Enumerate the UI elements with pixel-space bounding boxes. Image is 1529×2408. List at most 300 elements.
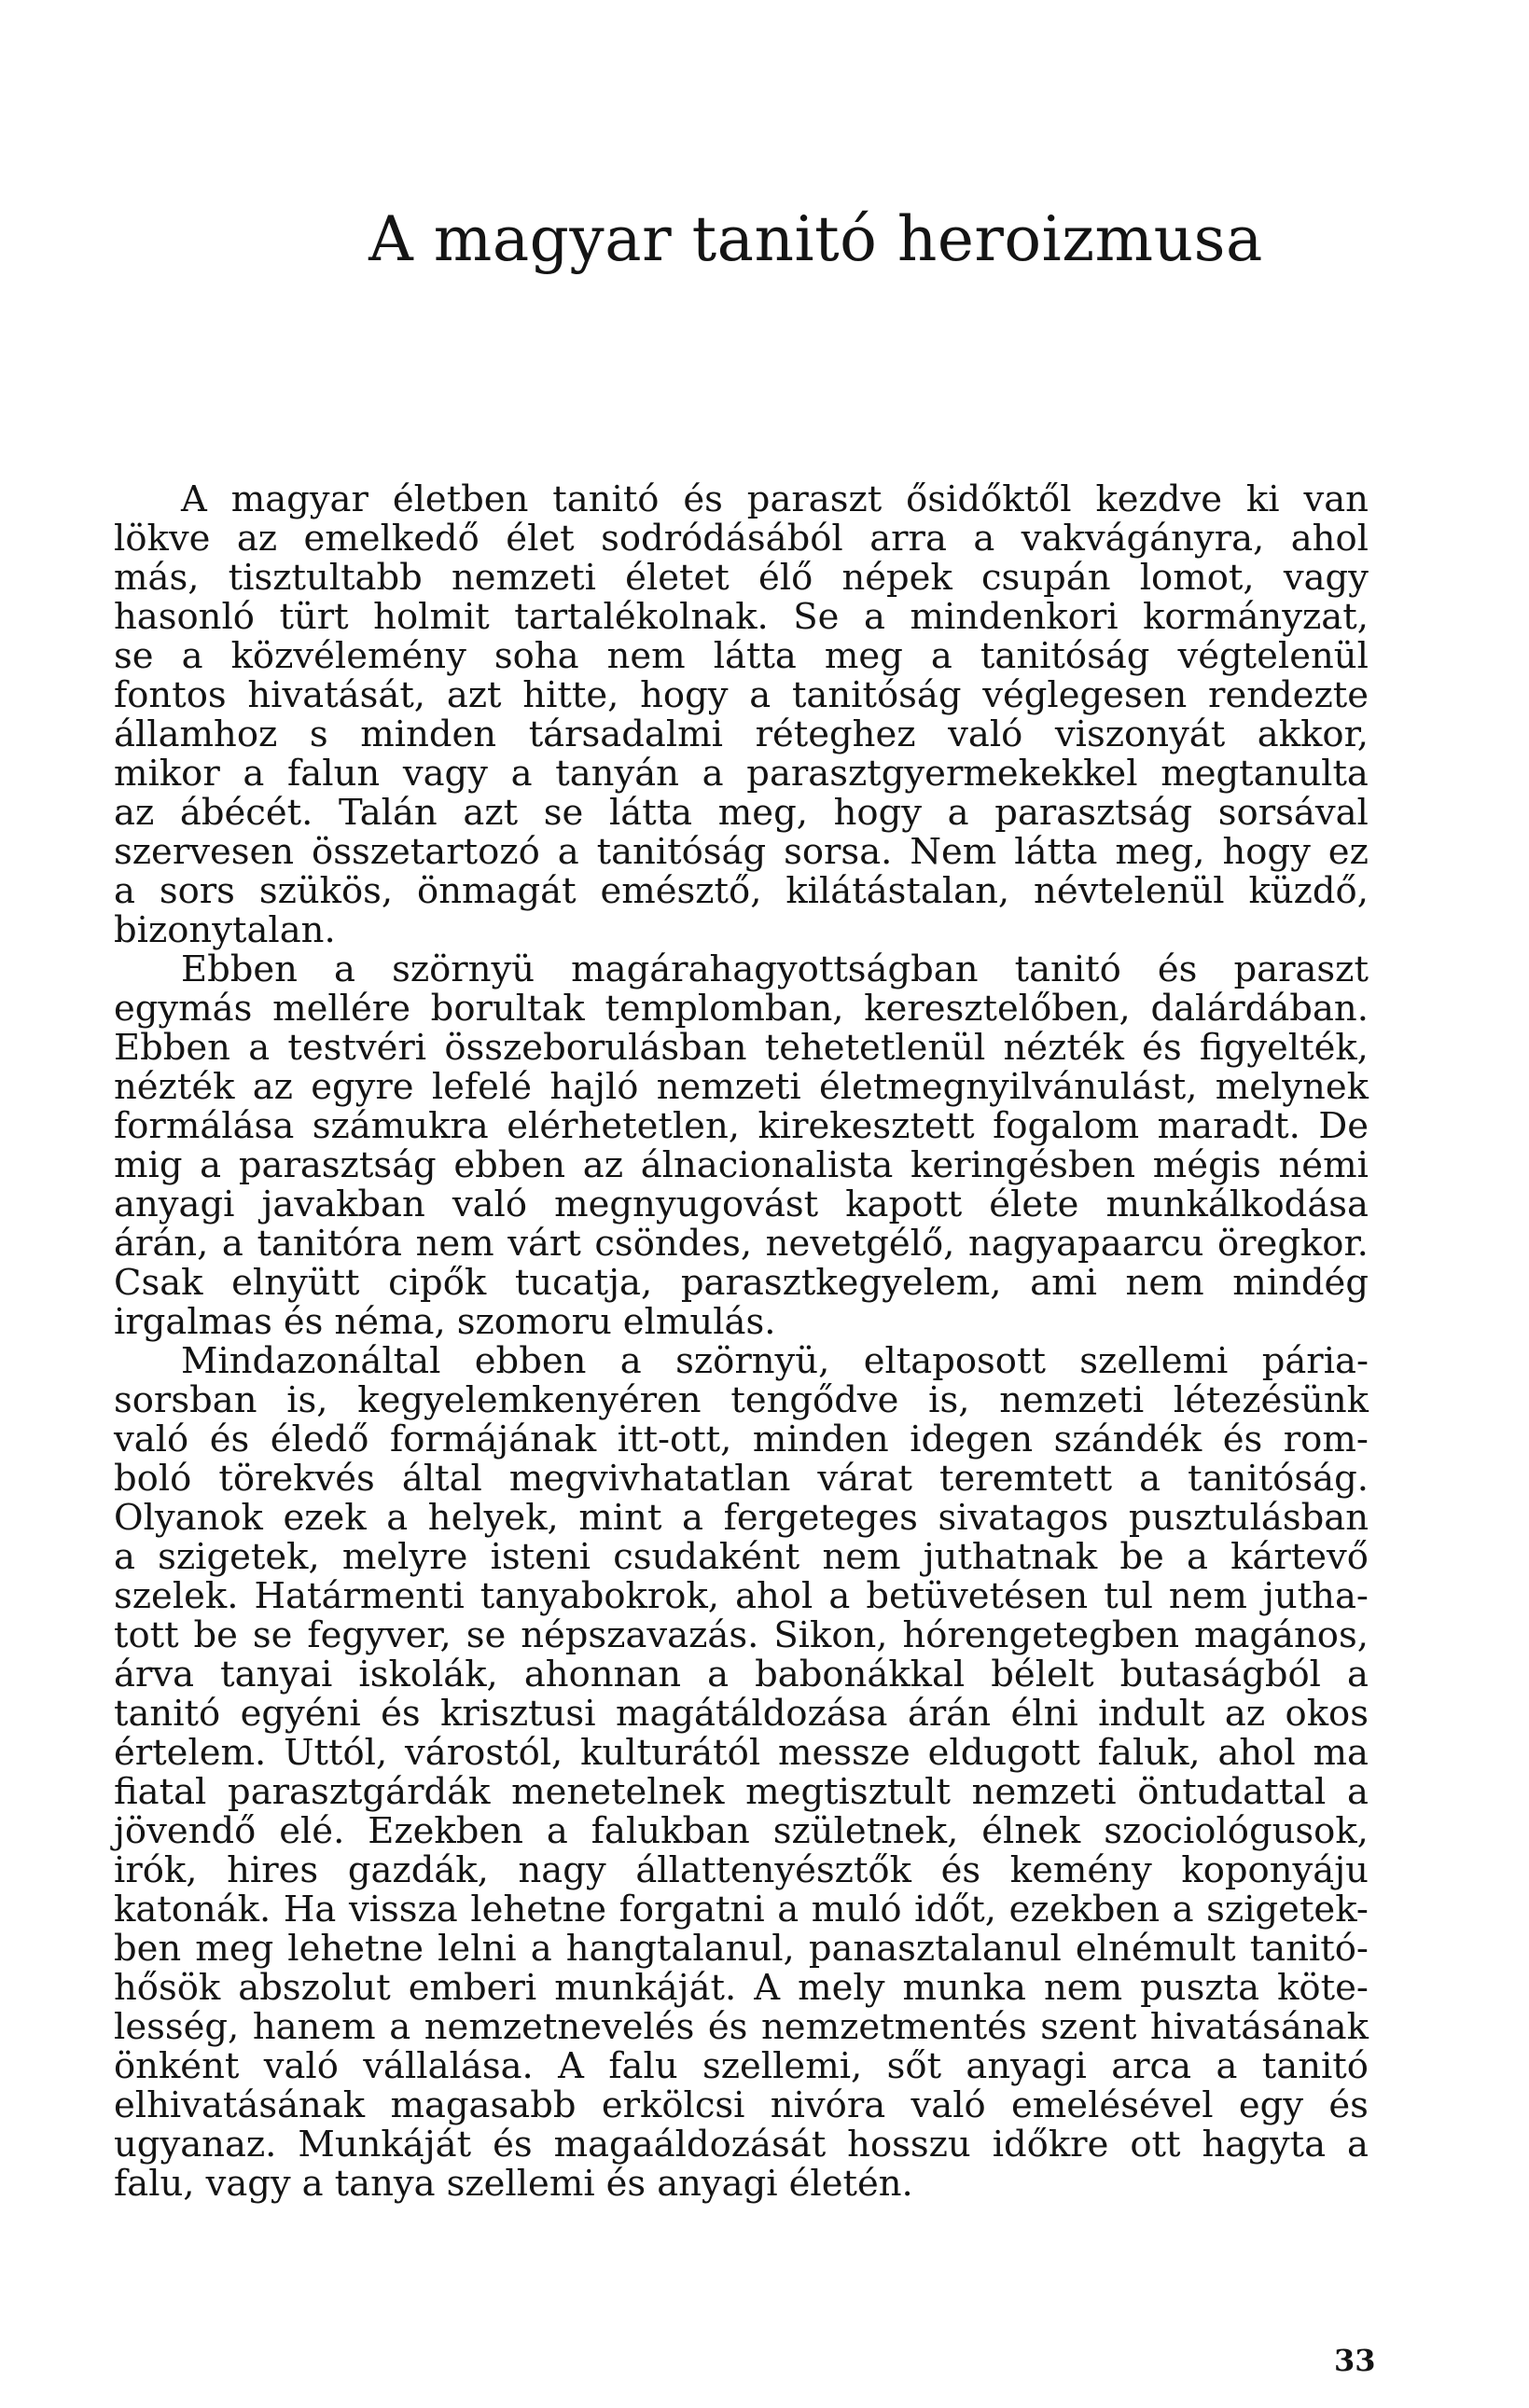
word: betüvetésen [866, 1575, 1089, 1617]
word: mindenkori [910, 596, 1119, 638]
word: a [1347, 1771, 1369, 1813]
word: egymás [114, 988, 253, 1030]
text-line [114, 1225, 1369, 1264]
word: népek [841, 557, 952, 599]
word: falu [608, 2045, 678, 2087]
text-line [114, 1616, 1369, 1655]
word: magátáldozása [615, 1693, 888, 1735]
word: Csak [114, 1262, 203, 1304]
word: és [1222, 1419, 1263, 1460]
word: falu, [114, 2163, 195, 2205]
word: a [828, 1575, 851, 1617]
word: nem [1043, 1967, 1123, 2009]
word: a [863, 596, 885, 638]
word: látta [1014, 831, 1098, 873]
word: tanyabokrok, [480, 1575, 720, 1617]
word: árán, [114, 1223, 209, 1265]
word: munkáját. [554, 1967, 737, 2009]
word: vagy [1283, 557, 1369, 599]
word: butaságból [1119, 1654, 1321, 1695]
word: tanitóság [980, 635, 1150, 677]
word: és [209, 1419, 250, 1460]
word: hogy [833, 792, 923, 834]
word: szörnyü, [675, 1340, 830, 1382]
word: hitte, [522, 674, 619, 716]
word: egyre [311, 1066, 414, 1108]
word: se [114, 635, 154, 677]
text-line [114, 1930, 1369, 1969]
text-line [114, 1264, 1369, 1303]
word: arca [1111, 2045, 1192, 2087]
word: elmulás. [622, 1301, 776, 1343]
word: éledő [270, 1419, 369, 1460]
text-line [114, 2047, 1369, 2086]
word: néma, [334, 1301, 446, 1343]
text-line [114, 715, 1369, 754]
text-line [114, 1420, 1369, 1460]
word: az [582, 1144, 623, 1186]
word: parasztgárdák [228, 1771, 491, 1813]
word: a [682, 1497, 703, 1539]
word: tanitóság [791, 674, 962, 716]
text-line [114, 519, 1369, 559]
word: kulturától [580, 1732, 761, 1774]
word: a [386, 1497, 409, 1539]
word: és [381, 1693, 421, 1735]
word: irgalmas [114, 1301, 272, 1343]
word: önként [114, 2045, 240, 2087]
word: nem [1168, 1575, 1247, 1617]
word: névtelenül [1034, 870, 1225, 912]
word: tanyán [555, 753, 679, 795]
word: magános, [1193, 1614, 1369, 1656]
text-line [114, 1029, 1369, 1068]
word: nemzetmentés [760, 2006, 1027, 2048]
word: munkálkodása [1105, 1183, 1369, 1225]
word: emelkedő [303, 518, 480, 560]
word: összetartozó [312, 831, 540, 873]
word: cipők [388, 1262, 487, 1304]
text-line [114, 950, 1369, 989]
word: árva [114, 1654, 195, 1695]
word: álnacionalista [640, 1144, 894, 1186]
word: a [619, 1340, 642, 1382]
word: rendezte [1208, 674, 1369, 716]
word: várt [507, 1223, 581, 1265]
word: kilátástalan, [785, 870, 1010, 912]
word: dalárdában. [1150, 988, 1369, 1030]
word: borultak [430, 988, 585, 1030]
text-line [114, 1381, 1369, 1420]
word: Határmenti [254, 1575, 465, 1617]
word: lesség, [114, 2006, 240, 2048]
word: megtisztult [745, 1771, 951, 1813]
word: ezek [283, 1497, 367, 1539]
word: lelni [438, 1928, 517, 1970]
word: a [973, 518, 995, 560]
word: jövendő [114, 1810, 257, 1852]
word: csudaként [613, 1536, 800, 1578]
word: kapott [845, 1183, 963, 1225]
word: meg [824, 635, 903, 677]
word: mikor [114, 753, 220, 795]
word: által [401, 1458, 482, 1500]
word: való [948, 713, 1023, 755]
word: Ebben [114, 1027, 230, 1069]
word: azt [446, 674, 502, 716]
word: magasabb [390, 2084, 577, 2126]
word: Munkáját [298, 2124, 472, 2166]
word: a [248, 1027, 271, 1069]
word: mint [578, 1497, 662, 1539]
text-line [114, 559, 1369, 598]
word: ki [1245, 478, 1280, 520]
word: mely [798, 1967, 885, 2009]
word: hagyta [1202, 2124, 1327, 2166]
word: tanitó [552, 478, 660, 520]
word: nem [606, 635, 686, 677]
word: tanitó [114, 1693, 221, 1735]
word: a [181, 635, 203, 677]
word: keresztelőben, [864, 988, 1131, 1030]
text-line [114, 1812, 1369, 1851]
word: babonákkal [755, 1654, 966, 1695]
word: fogalom [993, 1105, 1140, 1147]
word: tisztultabb [228, 557, 423, 599]
word: hangtalanul, [565, 1928, 795, 1970]
word: réteghez [755, 713, 916, 755]
word: nemzetnevelés [424, 2006, 695, 2048]
word: életén. [788, 2163, 913, 2205]
word: nézték [114, 1066, 235, 1108]
text-line [114, 676, 1369, 715]
word: szomoru [456, 1301, 612, 1343]
word: elé. [279, 1810, 345, 1852]
word: anyagi [657, 2163, 778, 2205]
word: soha [493, 635, 579, 677]
text-line [114, 1577, 1369, 1616]
word: eltaposott [863, 1340, 1046, 1382]
word: létezésünk [1173, 1379, 1369, 1421]
text-line [114, 1695, 1369, 1734]
word: pária- [1261, 1340, 1369, 1382]
word: elérhetetlen, [507, 1105, 740, 1147]
word: hanem [252, 2006, 376, 2048]
word: holmit [373, 596, 490, 638]
word: való [263, 2045, 339, 2087]
word: minden [752, 1419, 889, 1460]
word: kezdve [1095, 478, 1223, 520]
word: nemzeti [999, 1379, 1145, 1421]
chapter-title: A magyar tanitó heroizmusa [368, 203, 1263, 275]
word: Ezekben [368, 1810, 523, 1852]
word: Mindazonáltal [181, 1340, 441, 1382]
word: ami [1030, 1262, 1097, 1304]
word: tengődve [730, 1379, 899, 1421]
word: tanitó- [1249, 1928, 1369, 1970]
word: De [1318, 1105, 1369, 1147]
word: véglegesen [982, 674, 1188, 716]
word: lehetne [287, 1928, 424, 1970]
word: időkre [992, 2124, 1109, 2166]
word: sorsban [114, 1379, 257, 1421]
word: megvivhatatlan [508, 1458, 791, 1500]
word: a [200, 1144, 222, 1186]
word: sorsa. [784, 831, 893, 873]
word: születnek, [772, 1810, 959, 1852]
word: tucatja, [514, 1262, 653, 1304]
word: kemény [1009, 1849, 1152, 1891]
word: melynek [1215, 1066, 1369, 1108]
word: pusztulásban [1128, 1497, 1369, 1539]
word: krisztusi [440, 1693, 596, 1735]
word: elhivatásának [114, 2084, 366, 2126]
word: figyelték, [1199, 1027, 1369, 1069]
word: egy [1238, 2084, 1304, 2126]
word: faluk, [1097, 1732, 1201, 1774]
word: tul [1104, 1575, 1153, 1617]
word: emésztő, [600, 870, 762, 912]
word: Se [793, 596, 840, 638]
word: meg, [1115, 831, 1205, 873]
word: fergeteges [723, 1497, 918, 1539]
word: irók, [114, 1849, 198, 1891]
word: tanyai [220, 1654, 333, 1695]
word: tanitóság. [1188, 1458, 1369, 1500]
word: van [1303, 478, 1369, 520]
word: árán [907, 1693, 992, 1735]
word: nézték [1003, 1027, 1124, 1069]
text-line [114, 1460, 1369, 1499]
word: tott [114, 1614, 179, 1656]
word: be [193, 1614, 238, 1656]
word: és [683, 478, 723, 520]
word: tehetetlenül [764, 1027, 986, 1069]
word: némi [1278, 1144, 1369, 1186]
word: látta [713, 635, 797, 677]
word: mégis [1152, 1144, 1261, 1186]
word: szigetek- [1206, 1889, 1369, 1931]
word: idegen [910, 1419, 1034, 1460]
word: ahol [1217, 1732, 1296, 1774]
text-line [114, 1146, 1369, 1185]
text-line [114, 1303, 1369, 1342]
word: Ha [283, 1889, 337, 1931]
text-line [114, 637, 1369, 676]
word: látta [608, 792, 693, 834]
word: életben [392, 478, 529, 520]
word: a [334, 948, 356, 990]
word: és [1142, 1027, 1182, 1069]
word: ma [1313, 1732, 1369, 1774]
word: fiatal [114, 1771, 207, 1813]
word: közvélemény [230, 635, 466, 677]
word: hórengetegben [902, 1614, 1179, 1656]
word: számukra [312, 1105, 489, 1147]
word: a [546, 1810, 568, 1852]
word: szellemi, [702, 2045, 863, 2087]
word: parasztgyermekekkel [746, 753, 1138, 795]
word: templomban, [605, 988, 844, 1030]
word: meg, [717, 792, 808, 834]
word: falukban [591, 1810, 750, 1852]
word: boló [114, 1458, 192, 1500]
word: parasztkegyelem, [680, 1262, 1002, 1304]
word: menetelnek [511, 1771, 725, 1813]
text-line [114, 598, 1369, 637]
word: és [493, 2124, 533, 2166]
word: katonák. [114, 1889, 271, 1931]
word: az [114, 792, 155, 834]
word: panasztalanul [808, 1928, 1062, 1970]
text-line [114, 1851, 1369, 1890]
text-line [114, 2008, 1369, 2047]
word: kártevő [1230, 1536, 1369, 1578]
word: iskolák, [358, 1654, 498, 1695]
word: hivatásának [1149, 2006, 1369, 2048]
word: a [1139, 1458, 1161, 1500]
word: kirekesztett [758, 1105, 975, 1147]
word: szándék [1053, 1419, 1202, 1460]
word: parasztság [238, 1144, 437, 1186]
word: ben [114, 1928, 182, 1970]
word: sodródásából [601, 518, 843, 560]
word: szent [1040, 2006, 1137, 2048]
word: való [910, 2084, 986, 2126]
text-line [114, 2165, 1369, 2204]
word: azt [463, 792, 519, 834]
word: ahol [735, 1575, 813, 1617]
word: várostól, [405, 1732, 563, 1774]
word: nevetgélő, [765, 1223, 955, 1265]
word: jutha- [1262, 1575, 1369, 1617]
word: forgatni [619, 1889, 765, 1931]
word: hősök [114, 1967, 221, 2009]
word: isteni [490, 1536, 591, 1578]
word: türt [279, 596, 349, 638]
word: itt-ott, [617, 1419, 732, 1460]
text-line [114, 1185, 1369, 1225]
word: a [389, 2006, 411, 2048]
word: maradt. [1157, 1105, 1300, 1147]
word: várat [817, 1458, 912, 1500]
text-line [114, 794, 1369, 833]
word: emberi [408, 1967, 537, 2009]
word: nemzeti [452, 557, 596, 599]
word: nagyapaarcu [967, 1223, 1204, 1265]
text-line [114, 911, 1369, 950]
word: ugyanaz. [114, 2124, 277, 2166]
word: se [543, 792, 584, 834]
word: a [301, 2163, 324, 2205]
word: való [114, 1419, 189, 1460]
word: való [452, 1183, 528, 1225]
word: abszolut [238, 1967, 391, 2009]
word: nagy [518, 1849, 606, 1891]
word: életmegnyilvánulást, [818, 1066, 1198, 1108]
word: a [1186, 1536, 1208, 1578]
word: és [707, 2006, 748, 2048]
word: lomot, [1139, 557, 1255, 599]
word: a [1347, 1654, 1369, 1695]
word: s [309, 713, 328, 755]
text-line [114, 1538, 1369, 1577]
word: végtelenül [1177, 635, 1369, 677]
text-line [114, 989, 1369, 1029]
word: más, [114, 557, 200, 599]
word: a [114, 870, 135, 912]
word: társadalmi [528, 713, 723, 755]
word: testvéri [287, 1027, 427, 1069]
word: gazdák, [347, 1849, 489, 1891]
word: szigetek, [158, 1536, 320, 1578]
word: szervesen [114, 831, 295, 873]
word: A [181, 478, 207, 520]
word: szükös, [258, 870, 394, 912]
word: tanitóra [257, 1223, 402, 1265]
word: küzdő, [1248, 870, 1369, 912]
word: nem [1125, 1262, 1204, 1304]
word: magaáldozását [553, 2124, 827, 2166]
word: nivóra [770, 2084, 886, 2126]
word: ebben [474, 1340, 587, 1382]
word: tanitó [1014, 948, 1121, 990]
word: a [749, 674, 771, 716]
word: csupán [981, 557, 1111, 599]
word: a [243, 753, 265, 795]
word: mindég [1232, 1262, 1369, 1304]
word: vállalása. [363, 2045, 534, 2087]
word: és [283, 1301, 324, 1343]
word: és [940, 1849, 981, 1891]
word: csöndes, [594, 1223, 753, 1265]
word: messze [777, 1732, 910, 1774]
word: formálása [114, 1105, 295, 1147]
word: munka [902, 1967, 1026, 2009]
word: ahol [1290, 518, 1369, 560]
word: élnek [981, 1810, 1081, 1852]
word: anyagi [114, 1183, 235, 1225]
word: szellemi [1079, 1340, 1229, 1382]
word: teremtett [938, 1458, 1113, 1500]
word: nemzeti [656, 1066, 801, 1108]
text-line [114, 1773, 1369, 1812]
word: sőt [886, 2045, 942, 2087]
word: akkor, [1257, 713, 1369, 755]
word: összeborulásban [444, 1027, 747, 1069]
word: ezekben [1008, 1889, 1161, 1931]
word: törekvés [218, 1458, 375, 1500]
word: a [510, 753, 533, 795]
word: állattenyésztők [635, 1849, 911, 1891]
word: bélelt [991, 1654, 1094, 1695]
word: lökve [114, 518, 211, 560]
word: elnémult [1075, 1928, 1236, 1970]
word: okos [1285, 1693, 1369, 1735]
word: a [930, 635, 952, 677]
word: tartalékolnak. [514, 596, 769, 638]
page-number: 33 [1334, 2343, 1376, 2378]
word: tanitó [1261, 2045, 1369, 2087]
word: meg [195, 1928, 274, 1970]
word: hires [227, 1849, 319, 1891]
word: is, [928, 1379, 970, 1421]
word: sivatagos [938, 1497, 1109, 1539]
word: lehetne [470, 1889, 607, 1931]
word: is, [286, 1379, 328, 1421]
word: ősidőktől [906, 478, 1072, 520]
word: egyéni [240, 1693, 361, 1735]
